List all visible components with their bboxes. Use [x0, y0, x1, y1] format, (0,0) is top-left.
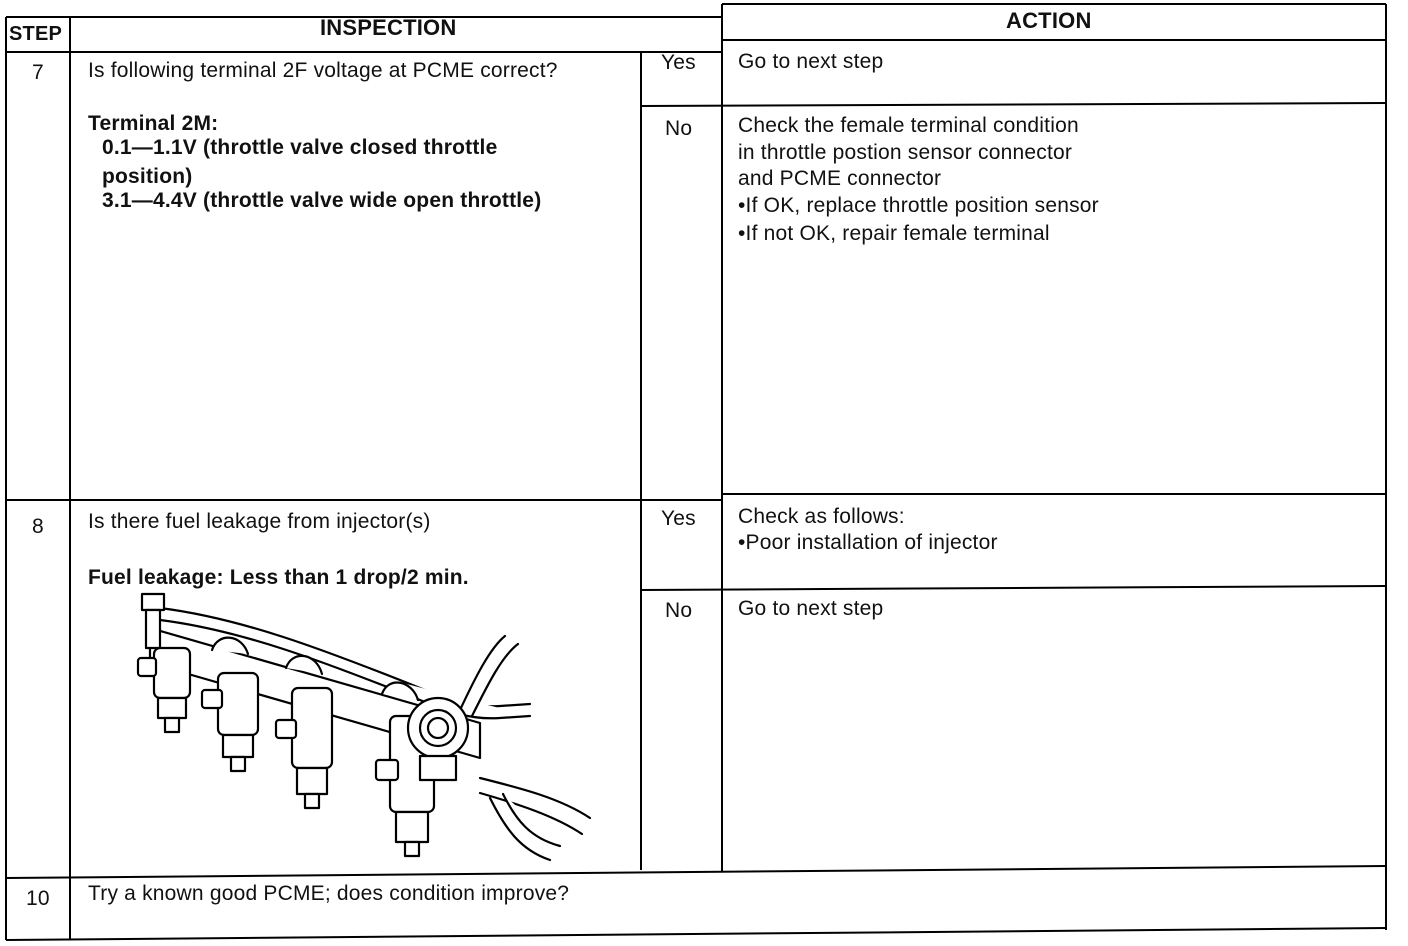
- fuel-injector-rail-illustration: [120, 588, 600, 870]
- step-7-no-action-line-2: in throttle postion sensor connector: [738, 141, 1073, 164]
- step-10-question: Try a known good PCME; does condition improve?: [88, 882, 570, 905]
- step-8-yes-label: Yes: [661, 507, 696, 530]
- step-8-question: Is there fuel leakage from injector(s): [88, 510, 431, 533]
- step-10-number: 10: [26, 887, 50, 910]
- step-8-spec-title: Fuel leakage: Less than 1 drop/2 min.: [88, 566, 469, 589]
- step-7-spec-line-2: position): [102, 165, 193, 188]
- step-8-yes-action-line-2: •Poor installation of injector: [738, 531, 998, 554]
- step-7-question: Is following terminal 2F voltage at PCME correct?: [88, 59, 558, 82]
- step-7-no-action-line-4: •If OK, replace throttle position sensor: [738, 194, 1099, 217]
- step-7-yes-label: Yes: [661, 51, 696, 74]
- step-8-no-action: Go to next step: [738, 597, 884, 620]
- step-7-spec-line-1: 0.1—1.1V (throttle valve closed throttle: [102, 136, 498, 159]
- step-7-spec-line-3: 3.1—4.4V (throttle valve wide open throttle): [102, 189, 542, 212]
- step-7-no-action-line-3: and PCME connector: [738, 167, 942, 190]
- header-inspection: INSPECTION: [320, 15, 457, 40]
- step-8-yes-action-line-1: Check as follows:: [738, 505, 905, 528]
- header-action: ACTION: [1006, 8, 1092, 33]
- step-7-number: 7: [32, 61, 44, 84]
- step-7-no-label: No: [665, 117, 693, 140]
- step-8-number: 8: [32, 515, 44, 538]
- step-7-no-action-line-5: •If not OK, repair female terminal: [738, 222, 1050, 245]
- step-7-no-action-line-1: Check the female terminal condition: [738, 114, 1079, 137]
- step-7-spec-title: Terminal 2M:: [88, 112, 219, 135]
- header-step: STEP: [9, 23, 63, 45]
- step-7-yes-action: Go to next step: [738, 50, 884, 73]
- step-8-no-label: No: [665, 599, 693, 622]
